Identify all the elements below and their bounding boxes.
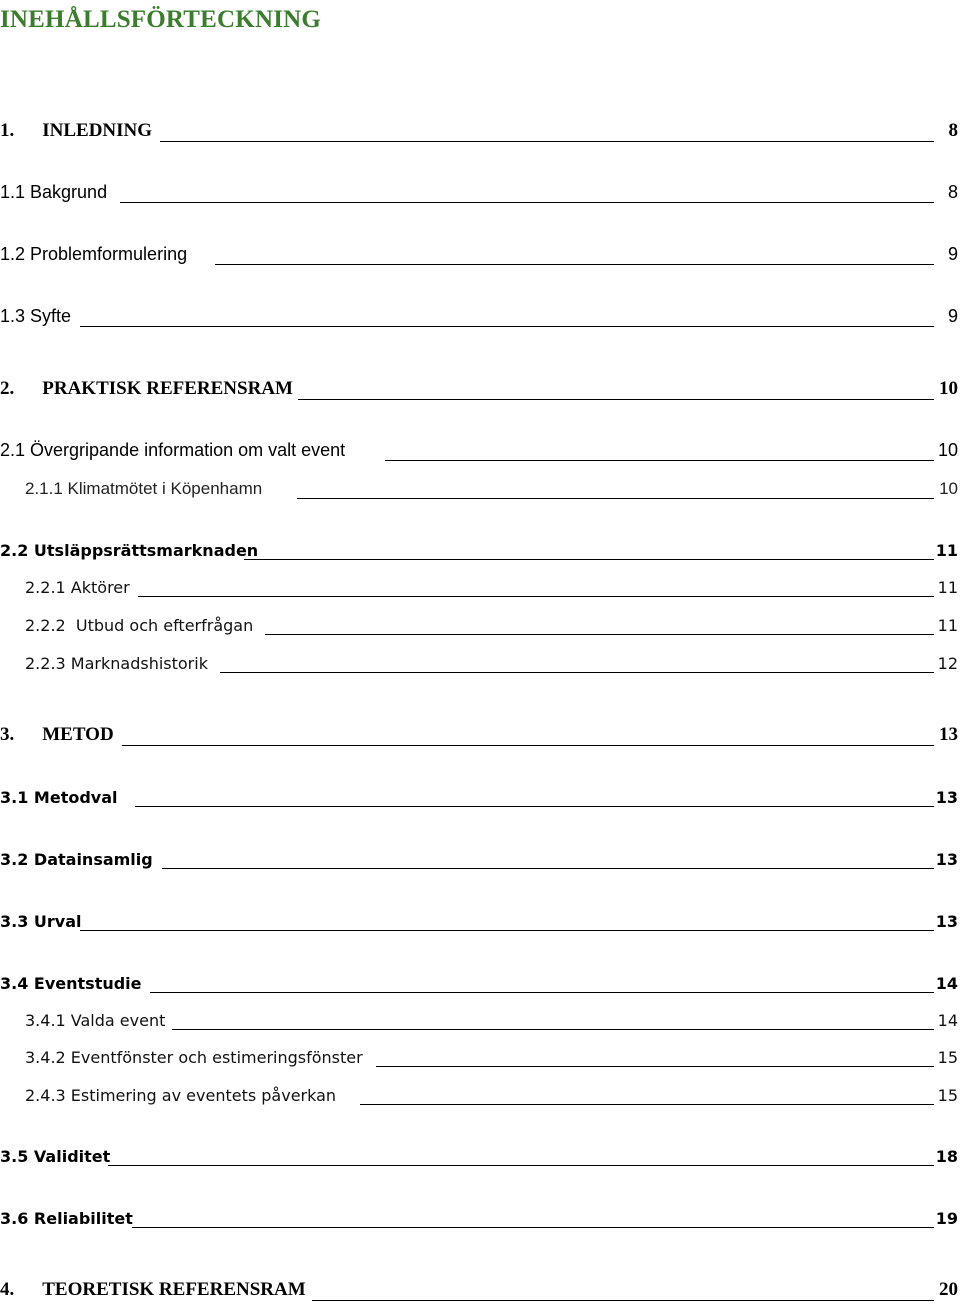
toc-page-number: 14	[935, 974, 958, 993]
toc-page-number: 10	[939, 378, 958, 399]
toc-entry-3-4-1[interactable]	[0, 1005, 960, 1035]
toc-page-number: 10	[937, 440, 958, 460]
toc-leader	[150, 992, 934, 993]
toc-entry-label: 3.3 Urval	[0, 912, 86, 931]
toc-leader	[297, 498, 934, 499]
toc-page-number: 13	[939, 724, 958, 745]
toc-leader	[138, 596, 934, 597]
toc-entry-label: 3.2 Datainsamlig	[0, 850, 157, 869]
toc-page-number: 9	[947, 306, 958, 326]
toc-leader	[220, 672, 934, 673]
toc-page-number: 11	[935, 541, 958, 560]
toc-leader	[120, 202, 934, 203]
toc-page-number: 10	[939, 479, 958, 498]
toc-entry-label: 2.4.3 Estimering av eventets påverkan	[25, 1086, 340, 1105]
toc-entry-label: 1.3 Syfte	[0, 306, 75, 327]
toc-page-number: 19	[935, 1209, 958, 1228]
toc-leader	[376, 1066, 934, 1067]
toc-entry-2-1-1[interactable]	[0, 474, 960, 504]
toc-entry-1-1[interactable]	[0, 178, 960, 208]
toc-entry-label: 2.2.2 Utbud och efterfrågan	[25, 616, 257, 635]
toc-leader	[312, 1300, 934, 1301]
toc-page-number: 11	[937, 616, 958, 635]
toc-leader	[244, 559, 934, 560]
toc-entry-1-2[interactable]	[0, 240, 960, 270]
toc-leader	[360, 1104, 934, 1105]
toc-entry-label: 2.1 Övergripande information om valt event	[0, 440, 349, 461]
toc-page-number: 8	[947, 182, 958, 202]
toc-page-number: 15	[937, 1086, 958, 1105]
toc-entry-2-2-1[interactable]	[0, 572, 960, 602]
toc-leader	[265, 634, 934, 635]
toc-page-number: 20	[939, 1279, 958, 1300]
toc-page-number: 15	[937, 1048, 958, 1067]
toc-entry-1-3[interactable]	[0, 302, 960, 332]
toc-entry-label: 3.4.1 Valda event	[25, 1011, 169, 1030]
toc-entry-2-2-2[interactable]	[0, 610, 960, 640]
toc-entry-label: 3.4 Eventstudie	[0, 974, 146, 993]
toc-entry-label: 3.6 Reliabilitet	[0, 1209, 137, 1228]
toc-leader	[108, 1165, 934, 1166]
toc-entry-label: 3.5 Validitet	[0, 1147, 114, 1166]
toc-leader	[215, 264, 934, 265]
toc-leader	[132, 1227, 934, 1228]
toc-leader	[162, 868, 934, 869]
toc-leader	[172, 1029, 934, 1030]
toc-entry-label: 3.1 Metodval	[0, 788, 122, 807]
toc-entry-3-1[interactable]	[0, 782, 960, 812]
toc-entry-3-2[interactable]	[0, 844, 960, 874]
toc-page-number: 11	[937, 578, 958, 597]
toc-page-number: 13	[935, 912, 958, 931]
toc-page-number: 14	[937, 1011, 958, 1030]
toc-leader	[135, 806, 934, 807]
toc-leader	[298, 399, 934, 400]
toc-entry-3-3[interactable]	[0, 906, 960, 936]
toc-entry-label: 2.2.3 Marknadshistorik	[25, 654, 212, 673]
toc-entry-label: 4. TEORETISK REFERENSRAM	[0, 1279, 310, 1301]
toc-entry-label: 1.1 Bakgrund	[0, 182, 111, 203]
toc-entry-3-4[interactable]	[0, 968, 960, 998]
toc-entry-2[interactable]	[0, 375, 960, 405]
toc-page-number: 13	[935, 850, 958, 869]
toc-entry-2-2[interactable]	[0, 535, 960, 565]
toc-entry-label: 1. INLEDNING	[0, 120, 156, 142]
toc-leader	[80, 326, 934, 327]
toc-entry-3-4-2[interactable]	[0, 1042, 960, 1072]
toc-page-number: 8	[948, 120, 958, 141]
toc-entry-1[interactable]	[0, 117, 960, 147]
toc-entry-label: 1.2 Problemformulering	[0, 244, 191, 265]
toc-leader	[160, 141, 934, 142]
toc-entry-label: 2. PRAKTISK REFERENSRAM	[0, 378, 297, 400]
toc-page-number: 9	[947, 244, 958, 264]
toc-entry-3-6[interactable]	[0, 1203, 960, 1233]
toc-title: INEHÅLLSFÖRTECKNING	[0, 6, 322, 33]
toc-entry-label: 3. METOD	[0, 724, 118, 746]
toc-entry-2-4-3[interactable]	[0, 1080, 960, 1110]
toc-leader	[385, 460, 934, 461]
toc-page-number: 18	[935, 1147, 958, 1166]
toc-entry-label: 2.1.1 Klimatmötet i Köpenhamn	[25, 479, 266, 499]
toc-entry-2-2-3[interactable]	[0, 648, 960, 678]
toc-leader	[80, 930, 934, 931]
toc-entry-4[interactable]	[0, 1276, 960, 1306]
toc-entry-3[interactable]	[0, 721, 960, 751]
toc-entry-label: 3.4.2 Eventfönster och estimeringsfönster	[25, 1048, 367, 1067]
toc-entry-3-5[interactable]	[0, 1141, 960, 1171]
toc-page-number: 12	[937, 654, 958, 673]
toc-entry-label: 2.2 Utsläppsrättsmarknaden	[0, 541, 262, 560]
toc-page-number: 13	[935, 788, 958, 807]
toc-entry-label: 2.2.1 Aktörer	[25, 578, 134, 597]
toc-leader	[122, 745, 934, 746]
toc-entry-2-1[interactable]	[0, 436, 960, 466]
